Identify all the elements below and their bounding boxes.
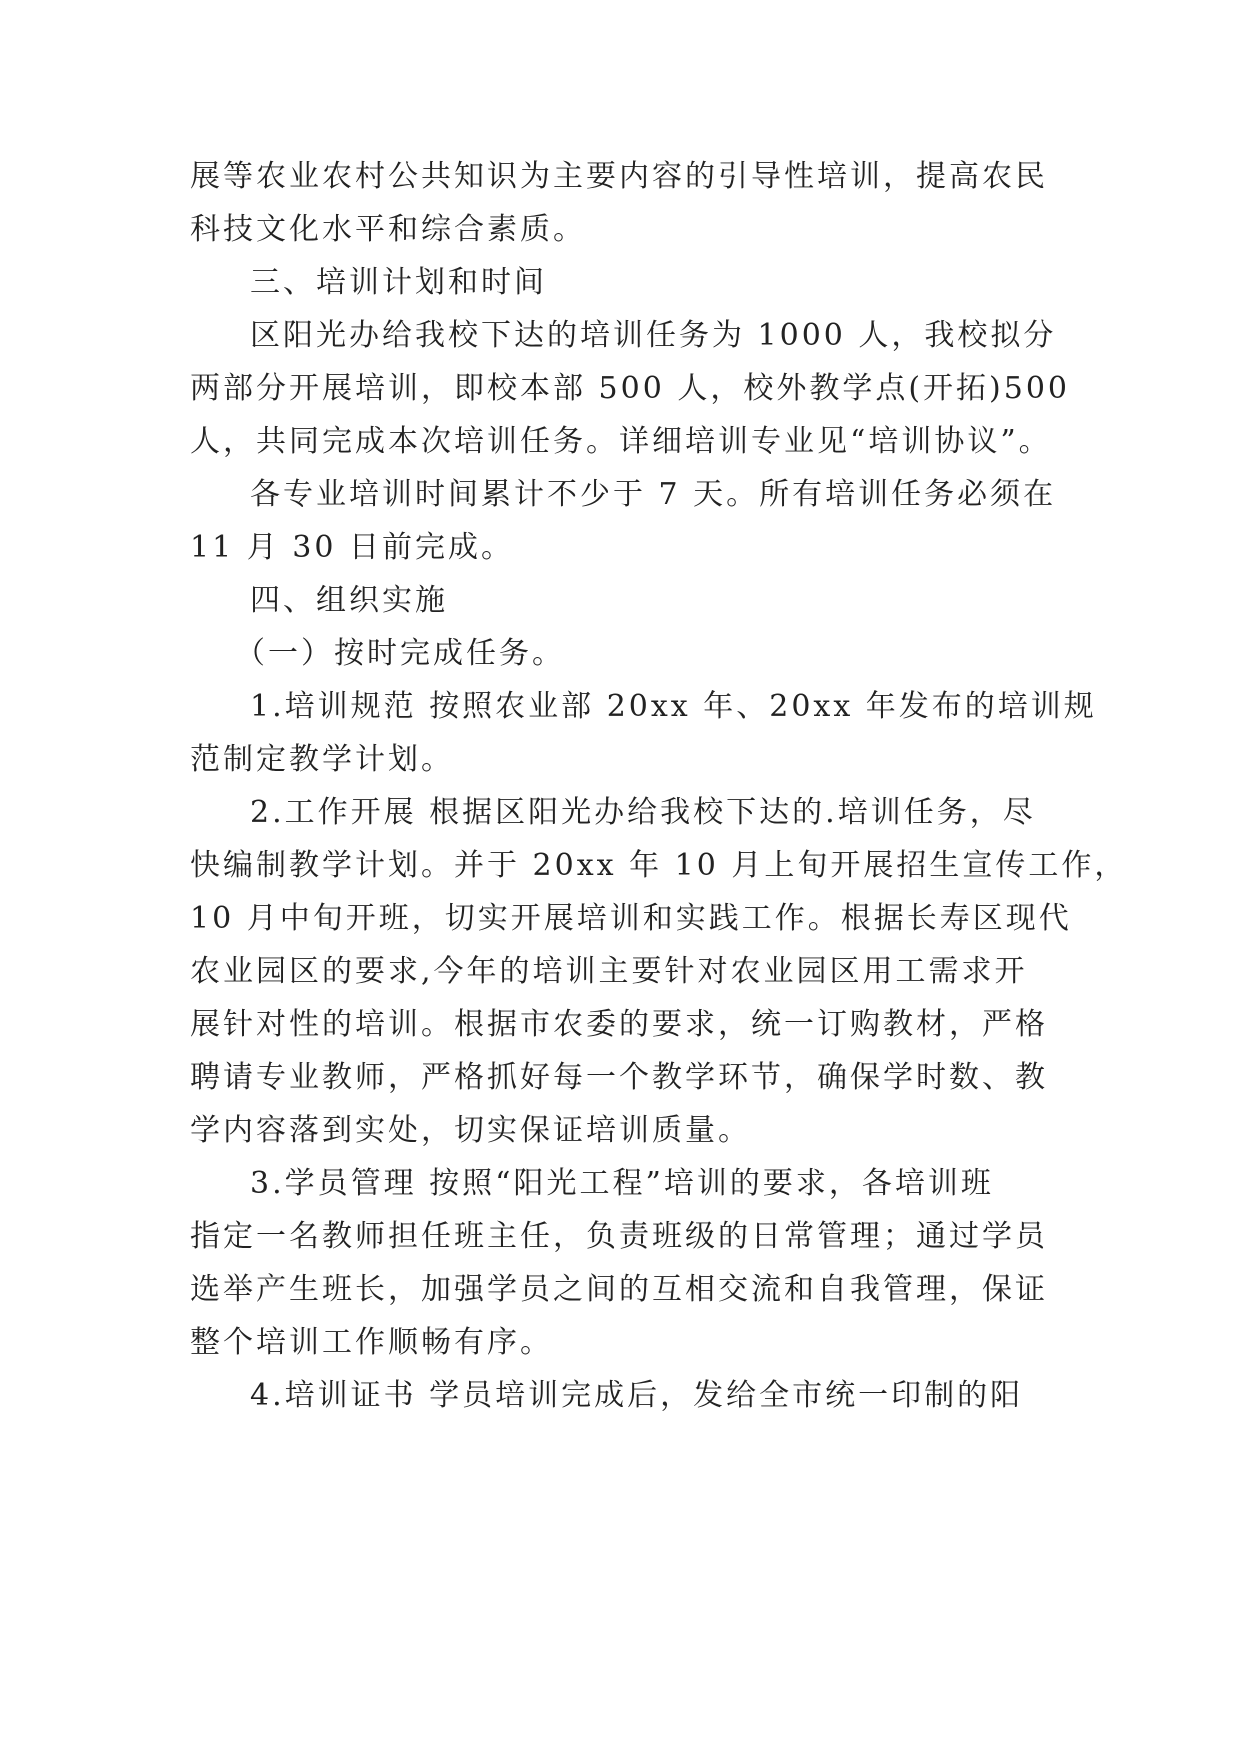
text-line: 整个培训工作顺畅有序。 [190, 1325, 553, 1360]
text-line: 学内容落到实处，切实保证培训质量。 [190, 1113, 751, 1148]
text-line: 展等农业农村公共知识为主要内容的引导性培训，提高农民 [190, 159, 1048, 194]
text-line: 快编制教学计划。并于 20xx 年 10 月上旬开展招生宣传工作， [190, 848, 1128, 883]
section-heading: 三、培训计划和时间 [250, 265, 547, 300]
subsection-heading: （一）按时完成任务。 [235, 636, 565, 671]
section-heading: 四、组织实施 [250, 583, 448, 618]
text-line: 范制定教学计划。 [190, 742, 454, 777]
text-line: 人，共同完成本次培训任务。详细培训专业见“培训协议”。 [190, 424, 1052, 459]
text-line: 聘请专业教师，严格抓好每一个教学环节，确保学时数、教 [190, 1060, 1048, 1095]
text-line: 1.培训规范 按照农业部 20xx 年、20xx 年发布的培训规 [250, 689, 1097, 724]
text-line: 科技文化水平和综合素质。 [190, 212, 586, 247]
text-line: 各专业培训时间累计不少于 7 天。所有培训任务必须在 [250, 477, 1057, 512]
text-line: 4.培训证书 学员培训完成后，发给全市统一印制的阳 [250, 1378, 1024, 1413]
text-line: 11 月 30 日前完成。 [190, 530, 514, 565]
text-line: 2.工作开展 根据区阳光办给我校下达的.培训任务，尽 [250, 795, 1036, 830]
text-line: 展针对性的培训。根据市农委的要求，统一订购教材，严格 [190, 1007, 1048, 1042]
text-line: 选举产生班长，加强学员之间的互相交流和自我管理，保证 [190, 1272, 1048, 1307]
text-line: 3.学员管理 按照“阳光工程”培训的要求，各培训班 [250, 1166, 994, 1201]
text-line: 农业园区的要求,今年的培训主要针对农业园区用工需求开 [190, 954, 1028, 989]
text-line: 两部分开展培训，即校本部 500 人，校外教学点(开拓)500 [190, 371, 1071, 406]
text-line: 10 月中旬开班，切实开展培训和实践工作。根据长寿区现代 [190, 901, 1072, 936]
text-line: 指定一名教师担任班主任，负责班级的日常管理；通过学员 [190, 1219, 1048, 1254]
text-line: 区阳光办给我校下达的培训任务为 1000 人，我校拟分 [250, 318, 1057, 353]
